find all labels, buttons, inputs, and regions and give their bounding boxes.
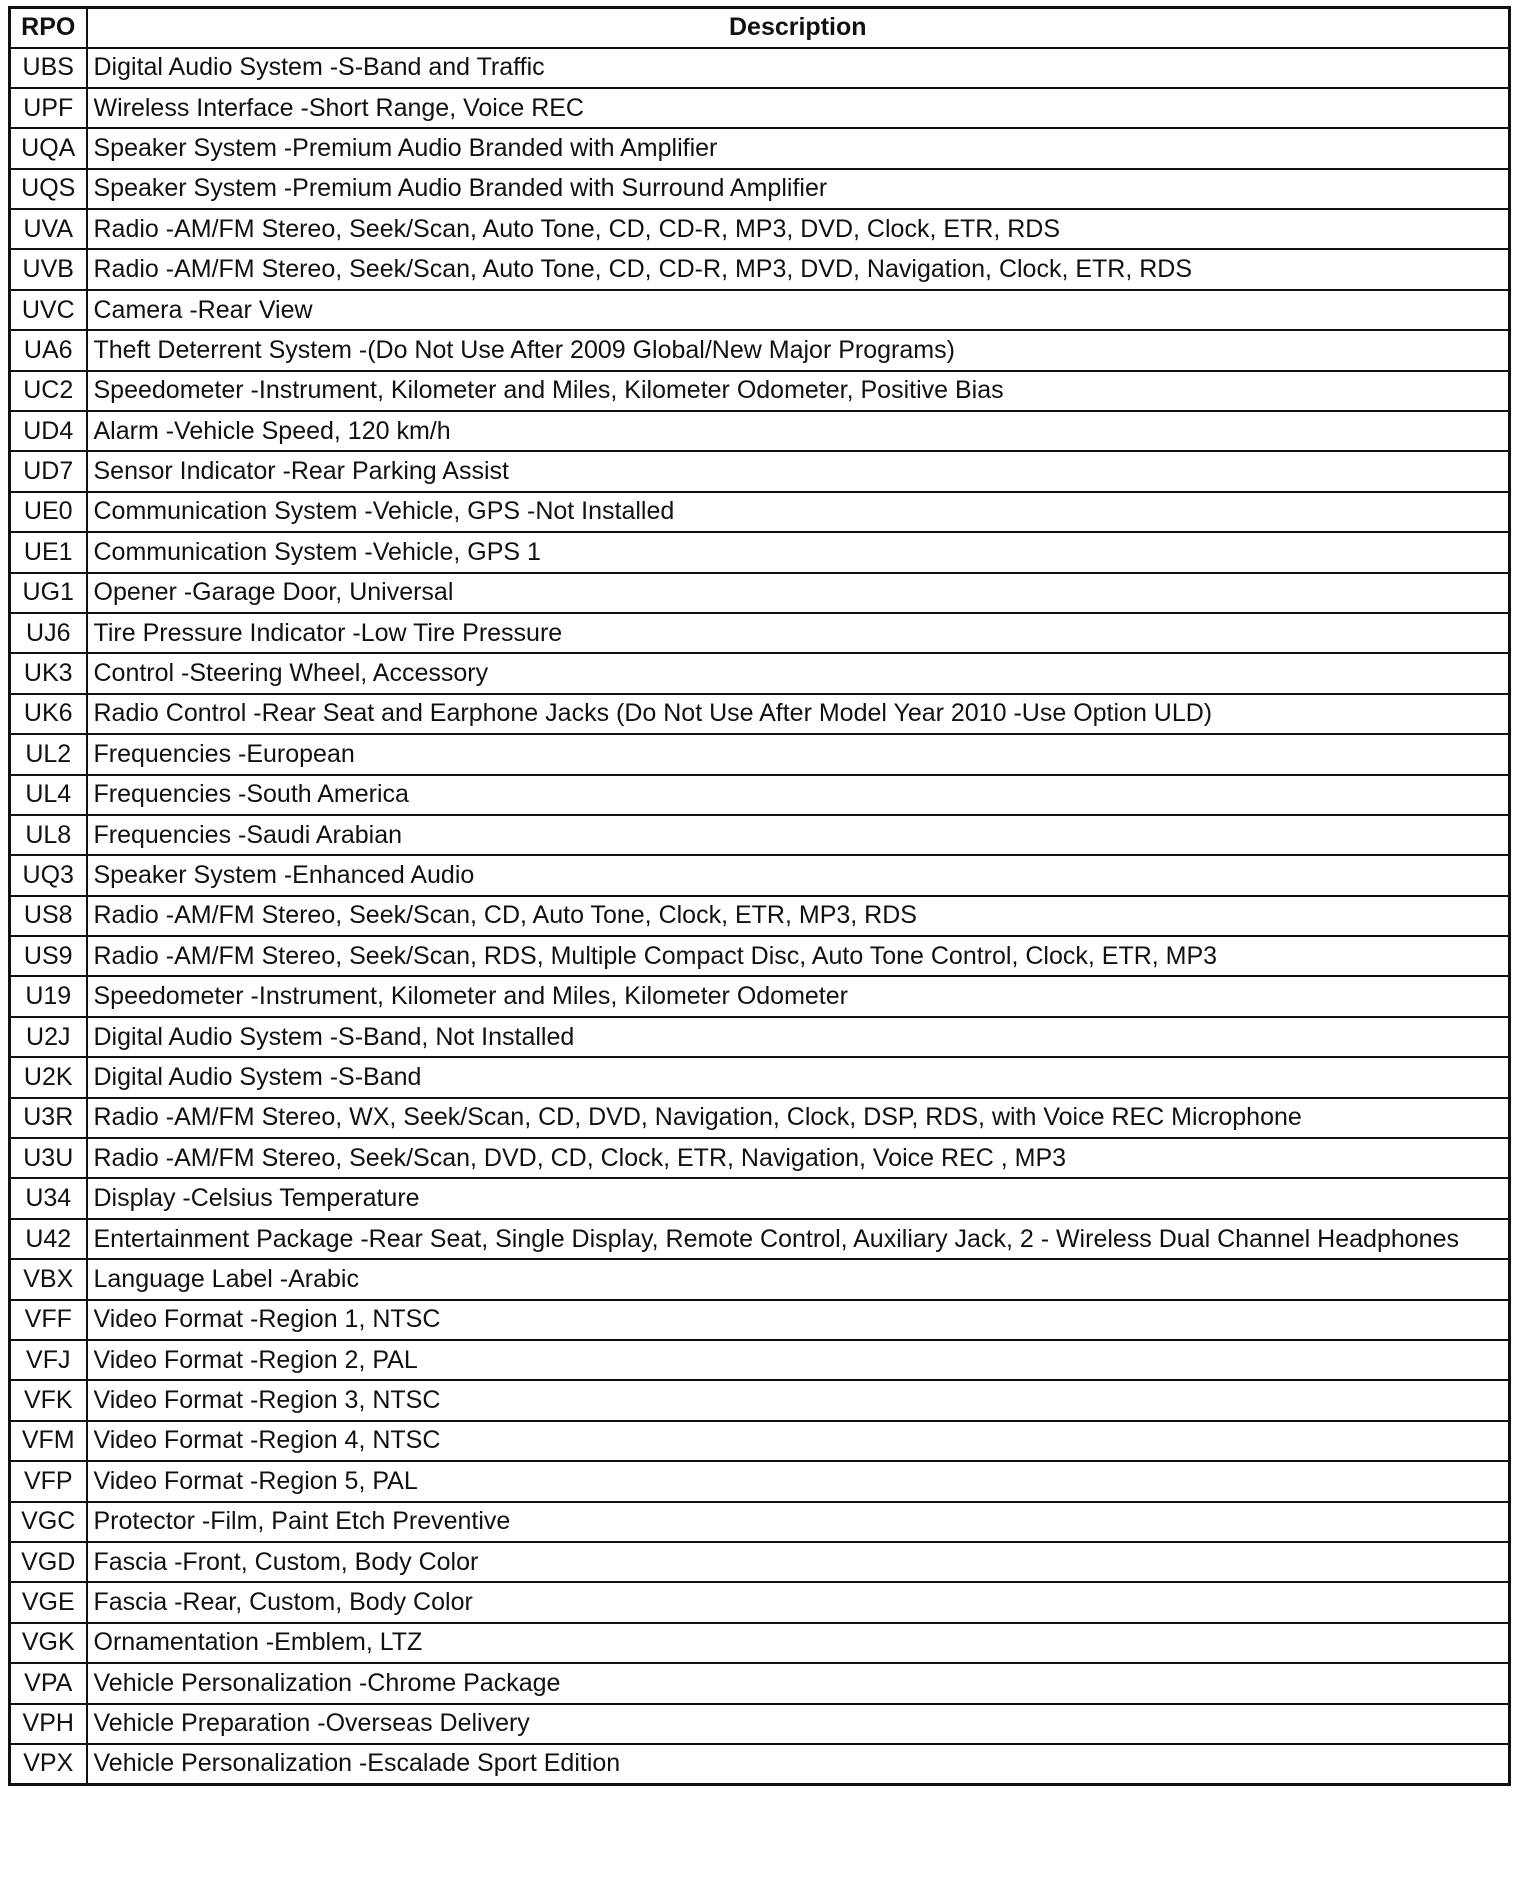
table-row <box>10 451 1510 491</box>
description-cell: Radio -AM/FM Stereo, WX, Seek/Scan, CD, DVD, Navigation, Clock, DSP, RDS, with Voice REC Microphone <box>87 1098 1510 1138</box>
rpo-code-cell: VFK <box>10 1380 87 1420</box>
table-row <box>10 48 1510 88</box>
rpo-code-cell: UD7 <box>10 451 87 491</box>
description-cell: Vehicle Personalization -Escalade Sport Edition <box>87 1744 1510 1784</box>
rpo-code-cell: UC2 <box>10 371 87 411</box>
description-cell: Communication System -Vehicle, GPS 1 <box>87 532 1510 572</box>
rpo-code-cell: VPH <box>10 1704 87 1744</box>
rpo-code-cell: UJ6 <box>10 613 87 653</box>
description-cell: Radio -AM/FM Stereo, Seek/Scan, RDS, Multiple Compact Disc, Auto Tone Control, Clock, ETR, MP3 <box>87 936 1510 976</box>
table-row <box>10 694 1510 734</box>
table-row <box>10 1663 1510 1703</box>
rpo-description-table <box>8 6 1511 1786</box>
rpo-code-cell: VGK <box>10 1623 87 1663</box>
rpo-code-cell: VGD <box>10 1542 87 1582</box>
table-row <box>10 1582 1510 1622</box>
rpo-code-cell: UL4 <box>10 775 87 815</box>
rpo-code-cell: UE0 <box>10 492 87 532</box>
table-row <box>10 1219 1510 1259</box>
description-cell: Video Format -Region 1, NTSC <box>87 1300 1510 1340</box>
description-cell: Digital Audio System -S-Band, Not Installed <box>87 1017 1510 1057</box>
header-row <box>10 8 1510 48</box>
rpo-code-cell: UQ3 <box>10 855 87 895</box>
table-row <box>10 1502 1510 1542</box>
rpo-code-cell: U3U <box>10 1138 87 1178</box>
rpo-code-cell: VGE <box>10 1582 87 1622</box>
table-row <box>10 815 1510 855</box>
table-header <box>10 8 1510 48</box>
description-cell: Communication System -Vehicle, GPS -Not Installed <box>87 492 1510 532</box>
rpo-code-cell: VFF <box>10 1300 87 1340</box>
table-row <box>10 1098 1510 1138</box>
description-cell: Digital Audio System -S-Band <box>87 1057 1510 1097</box>
table-row <box>10 371 1510 411</box>
table-row <box>10 532 1510 572</box>
description-cell: Video Format -Region 4, NTSC <box>87 1421 1510 1461</box>
description-cell: Entertainment Package -Rear Seat, Single Display, Remote Control, Auxiliary Jack, 2 - Wireless Dual Channel Headphones <box>87 1219 1510 1259</box>
table-row <box>10 1259 1510 1299</box>
table-row <box>10 330 1510 370</box>
table-row <box>10 492 1510 532</box>
table-row <box>10 1178 1510 1218</box>
description-cell: Digital Audio System -S-Band and Traffic <box>87 48 1510 88</box>
table-row <box>10 936 1510 976</box>
description-cell: Wireless Interface -Short Range, Voice REC <box>87 88 1510 128</box>
rpo-code-cell: VPA <box>10 1663 87 1703</box>
description-cell: Display -Celsius Temperature <box>87 1178 1510 1218</box>
description-cell: Ornamentation -Emblem, LTZ <box>87 1623 1510 1663</box>
description-cell: Radio -AM/FM Stereo, Seek/Scan, DVD, CD, Clock, ETR, Navigation, Voice REC , MP3 <box>87 1138 1510 1178</box>
rpo-code-cell: UD4 <box>10 411 87 451</box>
table-row <box>10 1057 1510 1097</box>
rpo-code-cell: UK3 <box>10 653 87 693</box>
rpo-code-cell: VGC <box>10 1502 87 1542</box>
table-row <box>10 573 1510 613</box>
description-column-header: Description <box>87 8 1510 48</box>
rpo-code-cell: UK6 <box>10 694 87 734</box>
table-row <box>10 1704 1510 1744</box>
rpo-code-cell: UVB <box>10 249 87 289</box>
table-row <box>10 1017 1510 1057</box>
description-cell: Speaker System -Enhanced Audio <box>87 855 1510 895</box>
table-body <box>10 48 1510 1785</box>
table-row <box>10 1623 1510 1663</box>
rpo-column-header: RPO <box>10 8 87 48</box>
description-cell: Video Format -Region 5, PAL <box>87 1461 1510 1501</box>
rpo-code-cell: UVA <box>10 209 87 249</box>
description-cell: Camera -Rear View <box>87 290 1510 330</box>
table-row <box>10 855 1510 895</box>
description-cell: Language Label -Arabic <box>87 1259 1510 1299</box>
rpo-code-cell: UBS <box>10 48 87 88</box>
description-cell: Video Format -Region 2, PAL <box>87 1340 1510 1380</box>
table-row <box>10 1340 1510 1380</box>
rpo-code-cell: U2J <box>10 1017 87 1057</box>
description-cell: Opener -Garage Door, Universal <box>87 573 1510 613</box>
rpo-code-cell: UQS <box>10 169 87 209</box>
description-cell: Radio -AM/FM Stereo, Seek/Scan, Auto Tone, CD, CD-R, MP3, DVD, Navigation, Clock, ETR, RDS <box>87 249 1510 289</box>
description-cell: Speedometer -Instrument, Kilometer and Miles, Kilometer Odometer <box>87 976 1510 1016</box>
description-cell: Fascia -Rear, Custom, Body Color <box>87 1582 1510 1622</box>
table-row <box>10 88 1510 128</box>
table-row <box>10 896 1510 936</box>
description-cell: Protector -Film, Paint Etch Preventive <box>87 1502 1510 1542</box>
table-row <box>10 1421 1510 1461</box>
rpo-code-cell: UL8 <box>10 815 87 855</box>
rpo-code-cell: UA6 <box>10 330 87 370</box>
rpo-code-cell: US8 <box>10 896 87 936</box>
rpo-code-cell: VFJ <box>10 1340 87 1380</box>
table-row <box>10 1380 1510 1420</box>
rpo-code-cell: UG1 <box>10 573 87 613</box>
rpo-code-cell: U19 <box>10 976 87 1016</box>
table-row <box>10 613 1510 653</box>
table-row <box>10 1744 1510 1784</box>
table-row <box>10 1138 1510 1178</box>
table-row <box>10 1461 1510 1501</box>
table-row <box>10 1300 1510 1340</box>
rpo-code-cell: US9 <box>10 936 87 976</box>
description-cell: Theft Deterrent System -(Do Not Use After 2009 Global/New Major Programs) <box>87 330 1510 370</box>
rpo-code-cell: UVC <box>10 290 87 330</box>
rpo-code-cell: VPX <box>10 1744 87 1784</box>
table-row <box>10 976 1510 1016</box>
table-row <box>10 128 1510 168</box>
table-row <box>10 290 1510 330</box>
table-row <box>10 1542 1510 1582</box>
description-cell: Fascia -Front, Custom, Body Color <box>87 1542 1510 1582</box>
rpo-code-cell: UL2 <box>10 734 87 774</box>
rpo-code-cell: U34 <box>10 1178 87 1218</box>
rpo-code-cell: VBX <box>10 1259 87 1299</box>
rpo-code-cell: U2K <box>10 1057 87 1097</box>
table-row <box>10 775 1510 815</box>
description-cell: Speaker System -Premium Audio Branded with Surround Amplifier <box>87 169 1510 209</box>
table-row <box>10 734 1510 774</box>
rpo-code-cell: U3R <box>10 1098 87 1138</box>
description-cell: Frequencies -South America <box>87 775 1510 815</box>
description-cell: Alarm -Vehicle Speed, 120 km/h <box>87 411 1510 451</box>
description-cell: Speaker System -Premium Audio Branded with Amplifier <box>87 128 1510 168</box>
rpo-code-cell: VFP <box>10 1461 87 1501</box>
rpo-code-cell: UQA <box>10 128 87 168</box>
table-row <box>10 209 1510 249</box>
description-cell: Frequencies -Saudi Arabian <box>87 815 1510 855</box>
description-cell: Sensor Indicator -Rear Parking Assist <box>87 451 1510 491</box>
table-row <box>10 411 1510 451</box>
description-cell: Frequencies -European <box>87 734 1510 774</box>
description-cell: Video Format -Region 3, NTSC <box>87 1380 1510 1420</box>
table-row <box>10 169 1510 209</box>
rpo-code-cell: UE1 <box>10 532 87 572</box>
description-cell: Radio -AM/FM Stereo, Seek/Scan, Auto Tone, CD, CD-R, MP3, DVD, Clock, ETR, RDS <box>87 209 1510 249</box>
table-row <box>10 653 1510 693</box>
description-cell: Speedometer -Instrument, Kilometer and Miles, Kilometer Odometer, Positive Bias <box>87 371 1510 411</box>
description-cell: Vehicle Preparation -Overseas Delivery <box>87 1704 1510 1744</box>
description-cell: Tire Pressure Indicator -Low Tire Pressure <box>87 613 1510 653</box>
description-cell: Radio Control -Rear Seat and Earphone Jacks (Do Not Use After Model Year 2010 -Use Option ULD) <box>87 694 1510 734</box>
rpo-code-cell: UPF <box>10 88 87 128</box>
description-cell: Control -Steering Wheel, Accessory <box>87 653 1510 693</box>
table-row <box>10 249 1510 289</box>
rpo-code-cell: VFM <box>10 1421 87 1461</box>
rpo-code-cell: U42 <box>10 1219 87 1259</box>
description-cell: Vehicle Personalization -Chrome Package <box>87 1663 1510 1703</box>
description-cell: Radio -AM/FM Stereo, Seek/Scan, CD, Auto Tone, Clock, ETR, MP3, RDS <box>87 896 1510 936</box>
